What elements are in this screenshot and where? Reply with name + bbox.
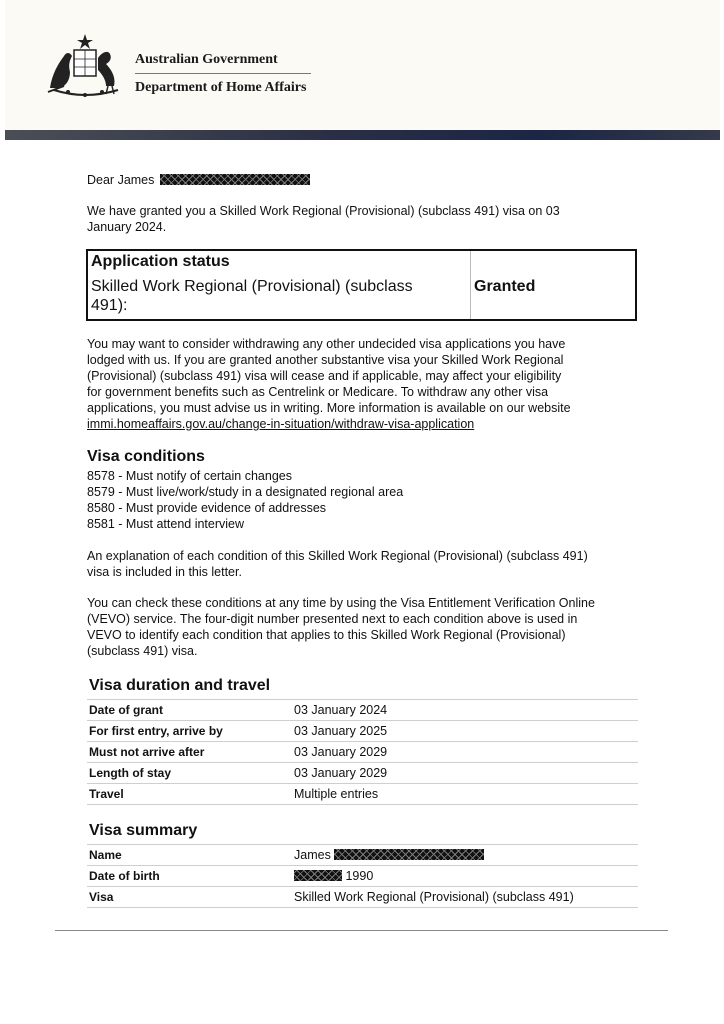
vevo-paragraph [87, 595, 627, 659]
paragraph-line: lodged with us. If you are granted another substantive visa your Skilled Work Regional [87, 353, 564, 367]
birth-year: 1990 [345, 869, 374, 883]
visa-duration-heading: Visa duration and travel [89, 677, 271, 694]
conditions-explanation [87, 548, 627, 580]
withdraw-visa-link[interactable]: immi.homeaffairs.gov.au/change-in-situation/withdraw-visa-application [87, 417, 475, 431]
intro-paragraph [87, 203, 627, 235]
row-label: Visa [87, 887, 292, 908]
government-name: Australian Government [135, 52, 278, 67]
paragraph-line: An explanation of each condition of this Skilled Work Regional (Provisional) (subclass 491) [87, 549, 588, 563]
name-value: James [294, 848, 331, 862]
intro-line: We have granted you a Skilled Work Regional (Provisional) (subclass 491) visa on 03 [87, 204, 560, 218]
row-value: 03 January 2029 [292, 742, 638, 763]
table-row [87, 784, 638, 805]
paragraph-line: (subclass 491) visa. [87, 644, 198, 658]
visa-summary-heading: Visa summary [89, 822, 198, 839]
condition-item: 8580 - Must provide evidence of addresses [87, 501, 327, 515]
table-row [87, 887, 638, 908]
row-label: Date of grant [87, 700, 292, 721]
salutation-text: Dear James [87, 173, 155, 187]
paragraph-line: You may want to consider withdrawing any other undecided visa applications you have [87, 337, 566, 351]
row-label: Length of stay [87, 763, 292, 784]
condition-item: 8579 - Must live/work/study in a designated regional area [87, 485, 404, 499]
visa-duration-table [87, 699, 638, 805]
row-value: Multiple entries [292, 784, 638, 805]
application-status-box [86, 249, 637, 321]
redacted-surname [160, 174, 310, 185]
table-row [87, 866, 638, 887]
condition-item: 8581 - Must attend interview [87, 517, 245, 531]
row-value [292, 845, 638, 866]
row-label: Date of birth [87, 866, 292, 887]
letterhead [5, 0, 720, 130]
status-heading: Application status [91, 253, 230, 270]
withdraw-paragraph [87, 336, 627, 432]
visa-summary-table [87, 844, 638, 908]
department-name: Department of Home Affairs [135, 80, 307, 95]
row-value: Skilled Work Regional (Provisional) (subclass 491) [292, 887, 638, 908]
status-value: Granted [474, 278, 536, 295]
status-visa-name: Skilled Work Regional (Provisional) (subclass 491): [91, 278, 413, 314]
paragraph-line: for government benefits such as Centrelink or Medicare. To withdraw any other visa [87, 385, 549, 399]
table-row [87, 700, 638, 721]
condition-item: 8578 - Must notify of certain changes [87, 469, 292, 483]
letterhead-divider [135, 73, 311, 74]
row-value: 03 January 2024 [292, 700, 638, 721]
paragraph-line: VEVO to identify each condition that applies to this Skilled Work Regional (Provisional) [87, 628, 566, 642]
paragraph-line: You can check these conditions at any time by using the Visa Entitlement Verification Online [87, 596, 595, 610]
table-row [87, 742, 638, 763]
row-value [292, 866, 638, 887]
footer-divider [55, 930, 668, 931]
row-label: Travel [87, 784, 292, 805]
redacted-surname [334, 849, 484, 860]
row-label: Name [87, 845, 292, 866]
visa-conditions-heading: Visa conditions [87, 448, 205, 465]
salutation [87, 172, 627, 188]
paragraph-line: applications, you must advise us in writing. More information is available on our website [87, 401, 571, 415]
header-band [5, 130, 720, 140]
row-value: 03 January 2025 [292, 721, 638, 742]
row-label: For first entry, arrive by [87, 721, 292, 742]
redacted-birth-day-month [294, 870, 342, 881]
coat-of-arms-logo [40, 30, 130, 100]
paragraph-line: (VEVO) service. The four-digit number presented next to each condition above is used in [87, 612, 578, 626]
table-row [87, 721, 638, 742]
table-row [87, 845, 638, 866]
visa-conditions-list [87, 468, 627, 532]
row-label: Must not arrive after [87, 742, 292, 763]
paragraph-line: (Provisional) (subclass 491) visa will cease and if applicable, may affect your eligibility [87, 369, 562, 383]
table-row [87, 763, 638, 784]
status-column-divider [470, 251, 471, 319]
row-value: 03 January 2029 [292, 763, 638, 784]
paragraph-line: visa is included in this letter. [87, 565, 242, 579]
intro-line: January 2024. [87, 220, 167, 234]
